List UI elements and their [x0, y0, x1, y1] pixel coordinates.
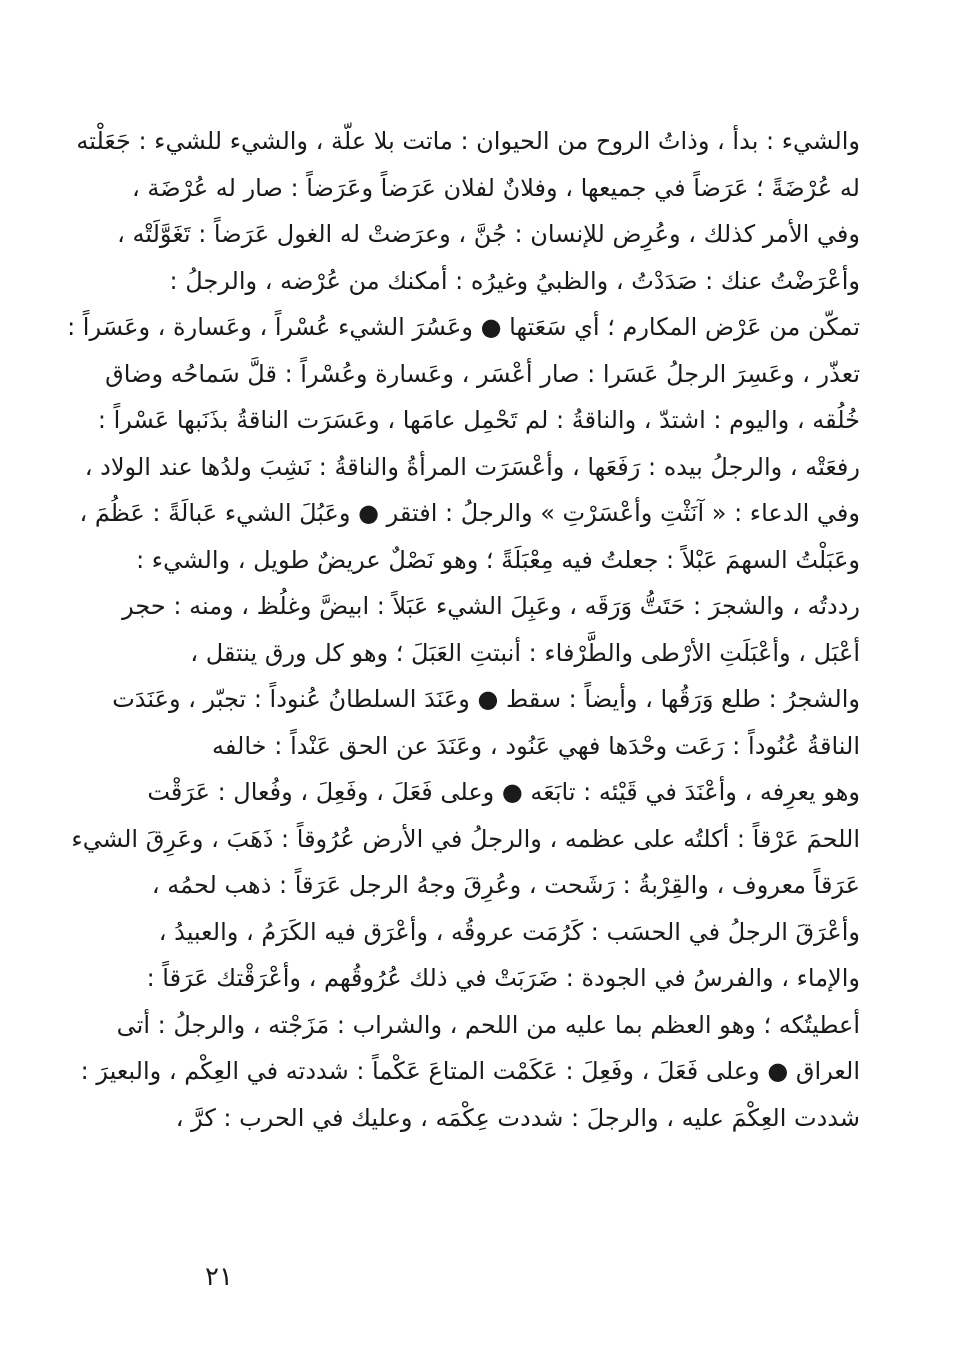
text-line: أعطيتُكه ؛ وهو العظم بما عليه من اللحم ، والشراب : مَزَجْته ، والرجلُ : أتى: [116, 1010, 860, 1039]
text-line: أعْبَل ، وأعْبَلَتِ الأرْطى والطَّرْفاء : أنبتتِ العَبَلَ ؛ وهو كل ورق ينتقل ،: [190, 638, 860, 667]
text-line: له عُرْضَةً ؛ عَرَضاً في جميعها ، وفلانٌ لفلان عَرَضاً وعَرَضاً : صار له عُرْضَة ،: [131, 173, 860, 202]
text-line: الناقةُ عُنُوداً : رَعَت وحْدَها فهي عَنُود ، وعَنَدَ عن الحق عَنْداً : خالفه: [212, 731, 860, 760]
text-line: رددتُه ، والشجرَ : حَتَتُّ وَرَقَه ، وعَبِلَ الشيء عَبَلاً : ابيضَّ وغلُظ ، ومنه : حجر: [122, 592, 860, 620]
text-line: وأعْرَقَ الرجلُ في الحسَب : كَرُمَت عروقُه ، وأعْرَق فيه الكَرَمُ ، والعبيدُ ،: [158, 917, 860, 946]
text-line: وفي الأمر كذلك ، وعُرِض للإنسان : جُنَّ ، وعرَضتْ له الغول عَرَضاً : تَغَوَّلَتْه ،: [117, 220, 860, 248]
page-number: ٢١: [205, 1262, 233, 1292]
text-line: اللحمَ عَرْقاً : أكلتُه على عظمه ، والرجلُ في الأرض عُرُوقاً : ذَهَبَ ، وعَرِقَ الشيء: [71, 824, 860, 853]
text-line: والإماء ، والفرسُ في الجودة : ضَرَبَتْ في ذلك عُرُوقُهم ، وأعْرَقْتك عَرَقاً :: [146, 964, 860, 992]
text-line: خُلُقه ، واليوم : اشتدّ ، والناقةُ : لم تَحْمِل عامَها ، وعَسَرَت الناقةُ بذَنَبها عَسْراً :: [97, 406, 860, 434]
text-line: وأعْرَضْتُ عنك : صَدَدْتُ ، والظبيُ وغيرُه : أمكنك من عُرْضه ، والرجلُ :: [169, 266, 860, 295]
text-line: تمكّن من عَرْض المكارم ؛ أي سَعَتها ● وعَسُرَ الشيء عُسْراً ، وعَسارة ، وعَسَراً :: [67, 313, 860, 341]
text-line: والشيء : بدأ ، وذاتُ الروح من الحيوان : ماتت بلا علّة ، والشيء للشيء : جَعَلْته: [76, 127, 860, 155]
text-line: وهو يعرِفه ، وأعْنَدَ في قَيْئه : تابَعَه ● وعلى فَعَلَ ، وفَعِلَ ، وفُعال : عَرَقْت: [147, 778, 860, 806]
text-line: وفي الدعاء : « آنَثْتِ وأعْسَرْتِ » والرجلُ : افتقر ● وعَبُلَ الشيء عَبالَةً : عَظُمَ ،: [79, 499, 860, 527]
text-line: عَرَقاً معروف ، والقِرْبةُ : رَشَحت ، وعُرِقَ وجهُ الرجل عَرَقاً : ذهب لحمُه ،: [151, 871, 860, 899]
text-line: رفعَتْه ، والرجلُ بيده : رَفَعَها ، وأعْسَرَت المرأةُ والناقةُ : نَشِبَ ولدُها عند الولاد ،: [84, 452, 860, 481]
text-line: وعَبَلْتُ السهمَ عَبْلاً : جعلتُ فيه مِعْبَلَةً ؛ وهو نَصْلٌ عريضٌ طويل ، والشيء :: [136, 545, 860, 574]
text-line: شددت العِكْمَ عليه ، والرجلَ : شددت عِكْمَه ، وعليك في الحرب : كرَّ ،: [175, 1103, 860, 1132]
text-line: العراق ● وعلى فَعَلَ ، وفَعِلَ : عَكَمْت المتاعَ عَكْماً : شددته في العِكْم ، والبعيرَ :: [80, 1057, 860, 1085]
text-line: تعذّر ، وعَسِرَ الرجلُ عَسَرا : صار أعْسَر ، وعَسارة وعُسْراً : قلَّ سَماحُه وضاق: [105, 359, 860, 388]
page-body-text: [67, 118, 860, 1141]
text-line: والشجرُ : طلع وَرَقُها ، وأيضاً : سقط ● وعَنَدَ السلطانُ عُنوداً : تجبّر ، وعَنَدَت: [112, 685, 860, 713]
